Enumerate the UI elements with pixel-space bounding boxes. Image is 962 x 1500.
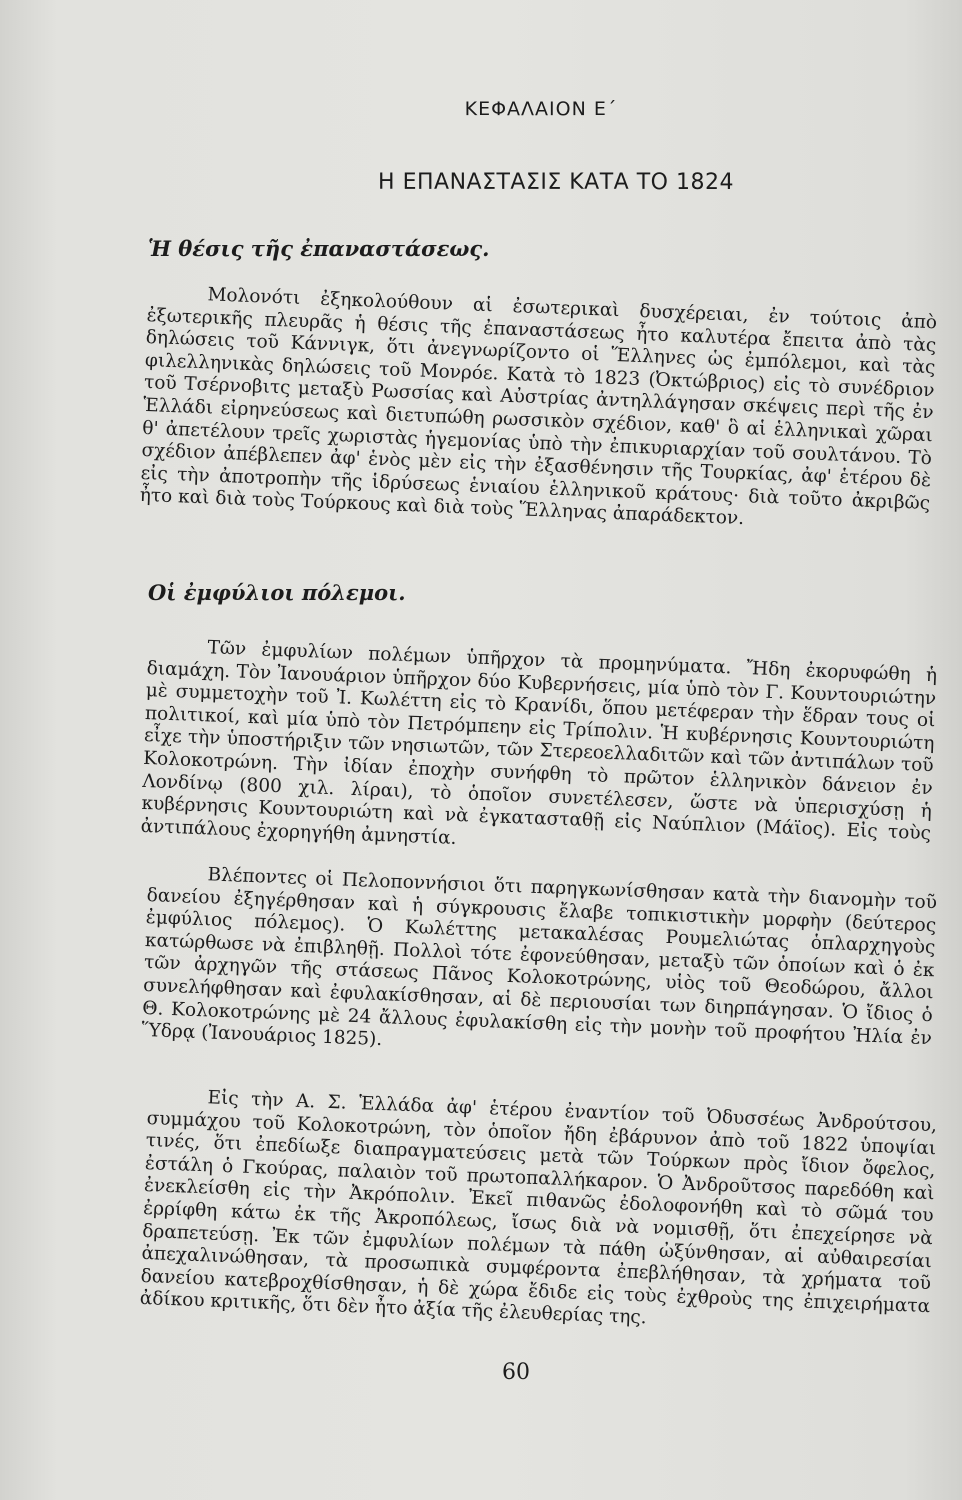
page-number: 60 [502, 1360, 530, 1385]
chapter-label: ΚΕΦΑΛΑΙΟΝ Ε΄ [464, 98, 618, 120]
paragraph: Μολονότι ἐξηκολούθουν αἱ ἐσωτερικαὶ δυσχέρειαι, ἐν τούτοις ἀπὸ ἐξωτερικῆς πλευρᾶς ἡ θέσις τῆς ἐπαναστάσεως ἦτο καλυτέρα ἔπειτα ἀπὸ τὰς δηλώσεις τοῦ Κάννιγκ, ὅτι ἀνεγνωρίζοντο οἱ Ἕλληνες ὡς ἐμπόλεμοι, καὶ τὰς φιλελληνικὰς δηλώσεις τοῦ Μονρόε. Κατὰ τὸ 1823 (Ὀκτώβριος) εἰς τὸ συνέδριον τοῦ Τσέρνοβιτς μεταξὺ Ρωσσίας καὶ Αὐστρίας ἀντηλλάγησαν σκέψεις περὶ τῆς ἐν Ἑλλάδι εἰρηνεύσεως καὶ διετυπώθη ρωσσικὸν σχέδιον, καθ' ὃ αἱ ἑλληνικαὶ χῶραι θ' ἀπετέλουν τρεῖς χωριστὰς ἡγεμονίας ὑπὸ τὴν ἐπικυριαρχίαν τοῦ σουλτάνου. Τὸ σχέδιον ἀπέβλεπεν ἀφ' ἑνὸς μὲν εἰς τὴν ἐξασθένησιν τῆς Τουρκίας, ἀφ' ἑτέρου δὲ εἰς τὴν ἀποτροπὴν τῆς ἱδρύσεως ἑνιαίου ἑλληνικοῦ κράτους· διὰ τοῦτο ἀκριβῶς ἦτο καὶ διὰ τοὺς Τούρκους καὶ διὰ τοὺς Ἕλληνας ἀπαράδεκτον. [139, 284, 938, 530]
paragraph: Εἰς τὴν Α. Σ. Ἑλλάδα ἀφ' ἑτέρου ἐναντίον τοῦ Ὀδυσσέως Ἀνδρούτσου, συμμάχου τοῦ Κολοκοτρώνη, τὸν ὁποῖον ἤδη ἐβάρυνον ἀπὸ τοῦ 1822 ὑποψίαι τινές, ὅτι ἐπεδίωξε διαπραγματεύσεις μετὰ τῶν Τούρκων πρὸς ἴδιον ὄφελος, ἐστάλη ὁ Γκούρας, παλαιὸν τοῦ πρωτοπαλλήκαρον. Ὁ Ἀνδροῦτσος παρεδόθη καὶ ἐνεκλείσθη εἰς τὴν Ἀκρόπολιν. Ἐκεῖ πιθανῶς ἐδολοφονήθη καὶ τὸ σῶμά του ἐρρίφθη κάτω ἐκ τῆς Ἀκροπόλεως, ἴσως διὰ νὰ νομισθῇ, ὅτι ἐπεχείρησε νὰ δραπετεύσῃ. Ἐκ τῶν ἐμφυλίων πολέμων τὰ πάθη ὠξύνθησαν, αἱ αὐθαιρεσίαι ἀπεχαλινώθησαν, τὰ προσωπικὰ συμφέροντα ἐπεβλήθησαν, τὰ χρήματα τοῦ δανείου κατεβροχθίσθησαν, ἡ δὲ χώρα ἔδιδε εἰς τοὺς ἐχθροὺς της ἐπιχειρήματα ἀδίκου κριτικῆς, ὅτι δὲν ἦτο ἀξία τῆς ἐλευθερίας της. [139, 1087, 938, 1329]
chapter-title: Η ΕΠΑΝΑΣΤΑΣΙΣ ΚΑΤΑ ΤΟ 1824 [378, 170, 734, 195]
paragraph: Τῶν ἐμφυλίων πολέμων ὑπῆρχον τὰ προμηνύματα. Ἤδη ἐκορυφώθη ἡ διαμάχη. Τὸν Ἰανουάριον ὑπῆρχον δύο Κυβερνήσεις, μία ὑπὸ τὸν Γ. Κουντουριώτην μὲ συμμετοχὴν τοῦ Ἰ. Κωλέττη εἰς τὸ Κρανίδι, ὅπου μετέφεραν τὴν ἕδραν τους οἱ πολιτικοί, καὶ μία ὑπὸ τὸν Πετρόμπεην εἰς Τρίπολιν. Ἡ κυβέρνησις Κουντουριώτη εἶχε τὴν ὑποστήριξιν τῶν νησιωτῶν, τῶν Στερεοελλαδιτῶν καὶ τῶν ἀντιπάλων τοῦ Κολοκοτρώνη. Τὴν ἰδίαν ἐποχὴν συνήφθη τὸ πρῶτον ἑλληνικὸν δάνειον ἐν Λονδίνῳ (800 χιλ. λίραι), τὸ ὁποῖον συνετέλεσεν, ὥστε νὰ ὑπερισχύσῃ ἡ κυβέρνησις Κουντουριώτη καὶ νὰ ἐγκατασταθῇ εἰς Ναύπλιον (Μάϊος). Εἰς τοὺς ἀντιπάλους ἐχορηγήθη ἀμνηστία. [140, 637, 938, 849]
section-heading-position: Ἡ θέσις τῆς ἐπαναστάσεως. [148, 236, 490, 261]
paragraph: Βλέποντες οἱ Πελοποννήσιοι ὅτι παρηγκωνίσθησαν κατὰ τὴν διανομὴν τοῦ δανείου ἐξηγέρθησαν καὶ ἡ σύγκρουσις ἔλαβε τοπικιστικὴν μορφὴν (δεύτερος ἐμφύλιος πόλεμος). Ὁ Κωλέττης μετακαλέσας Ρουμελιώτας ὁπλαρχηγοὺς κατώρθωσε νὰ ἐπιβληθῇ. Πολλοὶ τότε ἐφονεύθησαν, μεταξὺ τῶν ὁποίων καὶ ὁ ἐκ τῶν ἀρχηγῶν τῆς στάσεως Πᾶνος Κολοκοτρώνης, υἱὸς τοῦ Θεοδώρου, ἄλλοι συνελήφθησαν καὶ ἐφυλακίσθησαν, αἱ δὲ περιουσίαι των διηρπάγησαν. Ὁ ἴδιος ὁ Θ. Κολοκοτρώνης μὲ 24 ἄλλους ἐφυλακίσθη εἰς τὴν μονὴν τοῦ προφήτου Ἠλία ἐν Ὕδρᾳ (Ἰανουάριος 1825). [141, 864, 938, 1051]
section-heading-civil-wars: Οἱ ἐμφύλιοι πόλεμοι. [148, 580, 406, 605]
